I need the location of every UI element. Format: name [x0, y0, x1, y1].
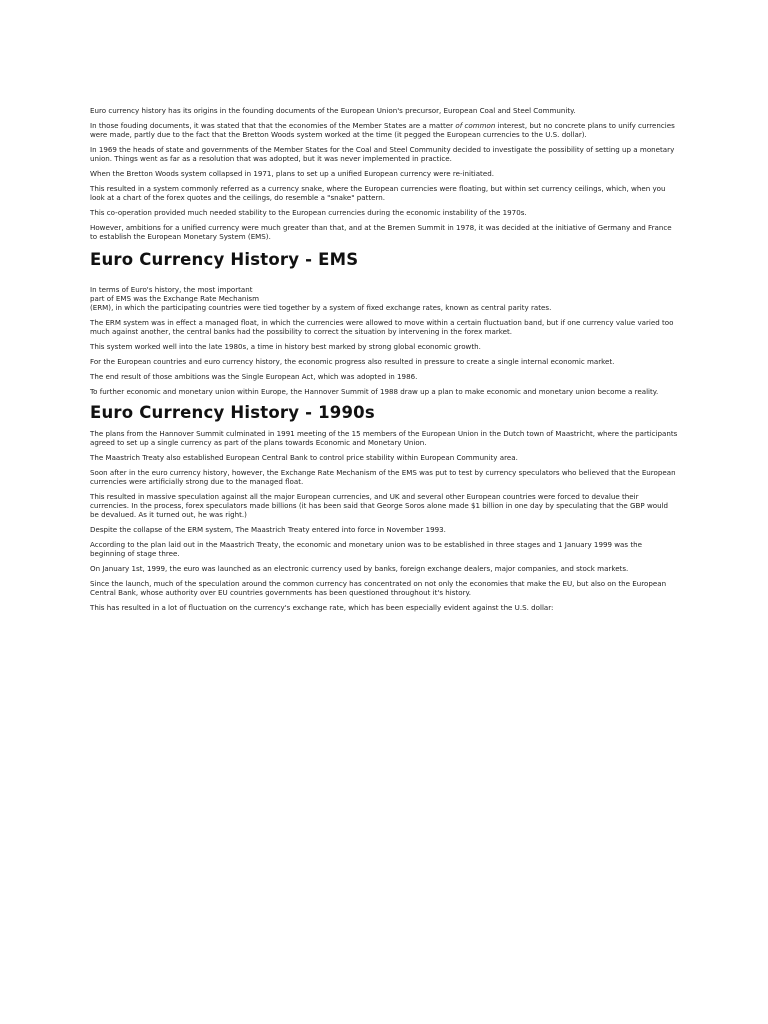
paragraph-fluctuation: This has resulted in a lot of fluctuation on the currency's exchange rate, which has been especially evident against the U.S. dollar:	[90, 603, 554, 612]
paragraph-founding-documents	[90, 121, 678, 139]
paragraph-1969: In 1969 the heads of state and governments of the Member States for the Coal and Steel Community decided to investigate the possibility of setting up a monetary union. Things went as far as a resolution that was adopted, but it was never implemented in practice.	[90, 145, 675, 163]
erm-line-1: In terms of Euro's history, the most important	[90, 285, 253, 294]
paragraph-hannover-summit: To further economic and monetary union within Europe, the Hannover Summit of 1988 draw up a plan to make economic and monetary union become a reality.	[90, 387, 659, 396]
erm-line-3: (ERM), in which the participating countries were tied together by a system of fixed exchange rates, known as central parity rates.	[90, 303, 552, 312]
paragraph-1970s-stability: This co-operation provided much needed stability to the European currencies during the economic instability of the 1970s.	[90, 208, 527, 217]
paragraph-origins: Euro currency history has its origins in the founding documents of the European Union's precursor, European Coal and Steel Community.	[90, 106, 576, 115]
heading-ems: Euro Currency History - EMS	[90, 250, 359, 269]
founding-text-end: interest, but no concrete plans to unify currencies were made, partly due to the fact that the Bretton Woods system worked at the time (it pegged the European currencies to the U.S. dollar).	[90, 121, 675, 139]
paragraph-bremen-summit: However, ambitions for a unified currency were much greater than that, and at the Bremen Summit in 1978, it was decided at the initiative of Germany and France to establish the European Monetary System (EMS).	[90, 223, 672, 241]
paragraph-currency-snake: This resulted in a system commonly referred as a currency snake, where the European currencies were floating, but within set currency ceilings, which, when you look at a chart of the forex quotes and the ceilings, do resemble a "snake" pattern.	[90, 184, 666, 202]
founding-text-emphasis: of common	[455, 121, 496, 130]
paragraph-erm	[90, 285, 678, 312]
paragraph-bretton-woods: When the Bretton Woods system collapsed in 1971, plans to set up a unified European currency were re-initiated.	[90, 169, 494, 178]
paragraph-ecb: The Maastrich Treaty also established European Central Bank to control price stability within European Community area.	[90, 453, 518, 462]
paragraph-speculators: Soon after in the euro currency history, however, the Exchange Rate Mechanism of the EMS was put to test by currency speculators who believed that the European currencies were artificially strong due to the managed float.	[90, 468, 676, 486]
erm-line-2: part of EMS was the Exchange Rate Mechanism	[90, 294, 259, 303]
paragraph-treaty-in-force: Despite the collapse of the ERM system, The Maastrich Treaty entered into force in November 1993.	[90, 525, 446, 534]
paragraph-three-stages: According to the plan laid out in the Maastrich Treaty, the economic and monetary union was to be established in three stages and 1 January 1999 was the beginning of stage three.	[90, 540, 642, 558]
paragraph-devaluation: This resulted in massive speculation against all the major European currencies, and UK and several other European countries were forced to devalue their currencies. In the process, forex speculators made billions (it has been said that George Soros alone made $1 billion in one day by speculating that the GBP would be devalued. As it turned out, he was right.)	[90, 492, 669, 519]
paragraph-managed-float: The ERM system was in effect a managed float, in which the currencies were allowed to move within a certain fluctuation band, but if one currency value varied too much against another, the central banks had the possibility to correct the situation by intervening in the forex market.	[90, 318, 674, 336]
document-page	[90, 106, 678, 618]
paragraph-euro-launch: On January 1st, 1999, the euro was launched as an electronic currency used by banks, foreign exchange dealers, major companies, and stock markets.	[90, 564, 629, 573]
paragraph-late-1980s: This system worked well into the late 1980s, a time in history best marked by strong global economic growth.	[90, 342, 481, 351]
paragraph-since-launch: Since the launch, much of the speculation around the common currency has concentrated on not only the economies that make the EU, but also on the European Central Bank, whose authority over EU countries governments has been questioned throughout it's history.	[90, 579, 667, 597]
paragraph-internal-market: For the European countries and euro currency history, the economic progress also resulted in pressure to create a single internal economic market.	[90, 357, 615, 366]
founding-text-start: In those fouding documents, it was stated that that the economies of the Member States are a matter	[90, 121, 456, 130]
paragraph-maastricht-meeting: The plans from the Hannover Summit culminated in 1991 meeting of the 15 members of the European Union in the Dutch town of Maastricht, where the participants agreed to set up a single currency as part of the plans towards Economic and Monetary Union.	[90, 429, 678, 447]
heading-1990s: Euro Currency History - 1990s	[90, 403, 375, 422]
paragraph-single-european-act: The end result of those ambitions was the Single European Act, which was adopted in 1986.	[90, 372, 418, 381]
